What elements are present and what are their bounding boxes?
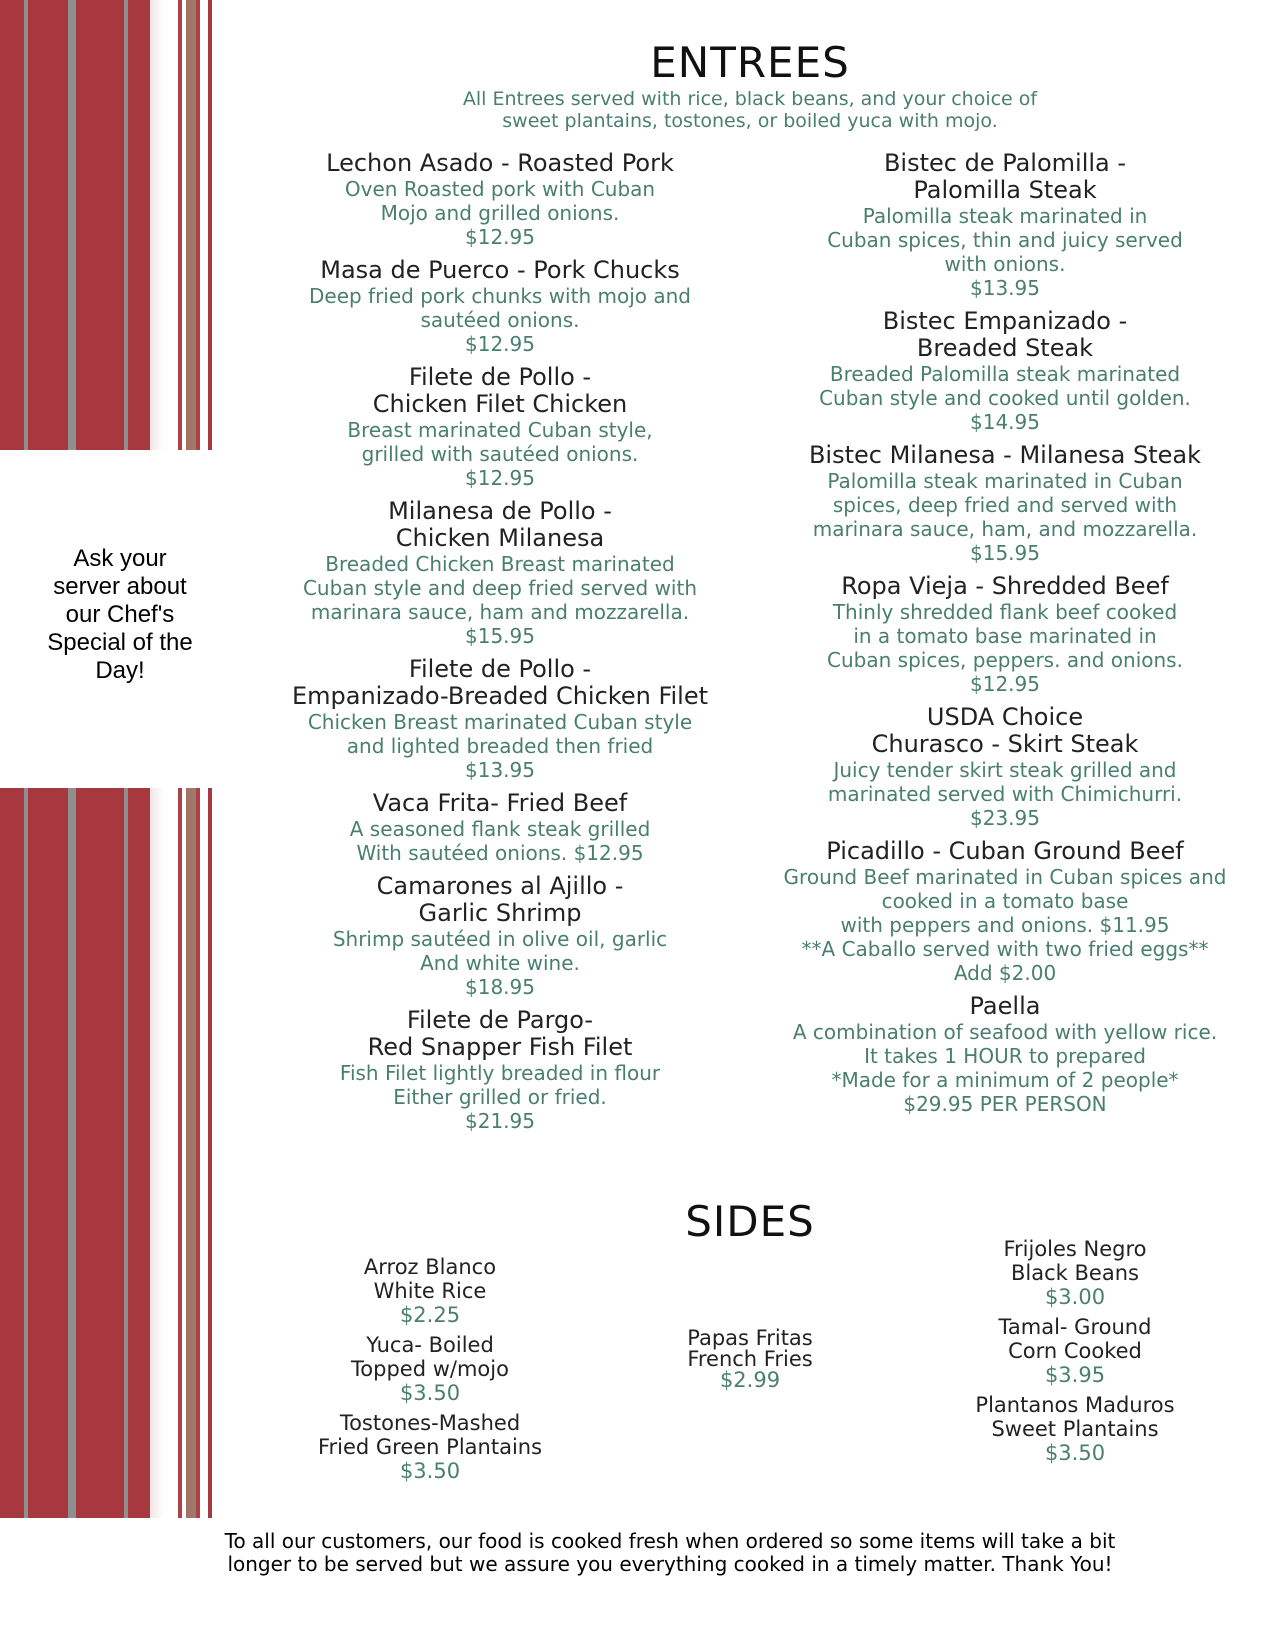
sides-middle-column bbox=[640, 1328, 860, 1397]
item-price: $13.95 bbox=[970, 276, 1040, 300]
decorative-stripes-bottom bbox=[0, 788, 232, 1518]
item-name: Paella bbox=[969, 992, 1041, 1020]
item-price: $12.95 bbox=[465, 466, 535, 490]
side-item bbox=[945, 1315, 1205, 1387]
item-description: Breaded Palomilla steak marinated Cuban style and cooked until golden. bbox=[819, 362, 1191, 410]
side-item bbox=[945, 1393, 1205, 1465]
item-name: Masa de Puerco - Pork Chucks bbox=[320, 256, 680, 284]
item-name: Vaca Frita- Fried Beef bbox=[372, 789, 628, 817]
item-name: USDA Choice Churasco - Skirt Steak bbox=[871, 703, 1139, 758]
item-description: Shrimp sautéed in olive oil, garlic And white wine. bbox=[332, 927, 668, 975]
item-name: Bistec de Palomilla - Palomilla Steak bbox=[883, 149, 1127, 204]
side-price: $2.99 bbox=[719, 1368, 781, 1392]
sides-title: SIDES bbox=[685, 1197, 815, 1246]
item-description: Oven Roasted pork with Cuban Mojo and grilled onions. bbox=[344, 177, 656, 225]
item-name: Bistec Milanesa - Milanesa Steak bbox=[808, 441, 1202, 469]
item-price: $23.95 bbox=[970, 806, 1040, 830]
item-description: Palomilla steak marinated in Cuban spices, thin and juicy served with onions. bbox=[827, 204, 1183, 276]
entrees-right-column bbox=[760, 150, 1250, 1124]
item-description: Thinly shredded flank beef cooked in a tomato base marinated in Cuban spices, peppers. and onions. bbox=[827, 600, 1183, 672]
item-description: Juicy tender skirt steak grilled and marinated served with Chimichurri. bbox=[827, 758, 1183, 806]
menu-item bbox=[280, 1007, 720, 1133]
menu-item bbox=[760, 150, 1250, 300]
item-name: Lechon Asado - Roasted Pork bbox=[326, 149, 674, 177]
menu-item bbox=[760, 308, 1250, 434]
chef-special-note: Ask your server about our Chef's Special of the Day! bbox=[47, 545, 193, 684]
side-name: Yuca- Boiled Topped w/mojo bbox=[351, 1333, 509, 1381]
side-name: Tostones-Mashed Fried Green Plantains bbox=[317, 1411, 543, 1459]
item-name: Picadillo - Cuban Ground Beef bbox=[826, 837, 1184, 865]
footer-note: To all our customers, our food is cooked fresh when ordered so some items will take a bit longer to be served but we assure you everything cooked in a timely matter. Thank You! bbox=[224, 1529, 1116, 1576]
item-description: Breast marinated Cuban style, grilled with sautéed onions. bbox=[347, 418, 653, 466]
item-price: $14.95 bbox=[970, 410, 1040, 434]
item-description: Deep fried pork chunks with mojo and sautéed onions. bbox=[308, 284, 691, 332]
menu-item bbox=[760, 993, 1250, 1116]
item-description: A combination of seafood with yellow rice. It takes 1 HOUR to prepared *Made for a minimum of 2 people* bbox=[792, 1020, 1218, 1092]
side-item bbox=[300, 1255, 560, 1327]
item-price: $15.95 bbox=[970, 541, 1040, 565]
side-name: Plantanos Maduros Sweet Plantains bbox=[975, 1393, 1175, 1441]
item-price: $29.95 PER PERSON bbox=[903, 1092, 1107, 1116]
side-price: $3.00 bbox=[1044, 1285, 1106, 1309]
item-description: Palomilla steak marinated in Cuban spices, deep fried and served with marinara sauce, ham, and mozzarella. bbox=[812, 469, 1198, 541]
menu-item bbox=[280, 364, 720, 490]
menu-item bbox=[280, 150, 720, 249]
menu-item bbox=[280, 790, 720, 865]
item-description: A seasoned flank steak grilled With sautéed onions. $12.95 bbox=[349, 817, 651, 865]
decorative-stripes-top bbox=[0, 0, 232, 450]
side-name: Arroz Blanco White Rice bbox=[363, 1255, 497, 1303]
item-name: Camarones al Ajillo - Garlic Shrimp bbox=[376, 872, 624, 927]
item-price: $18.95 bbox=[465, 975, 535, 999]
side-item bbox=[945, 1237, 1205, 1309]
entrees-subtitle: All Entrees served with rice, black beans, and your choice of sweet plantains, tostones, or boiled yuca with mojo. bbox=[462, 88, 1038, 132]
item-price: $12.95 bbox=[465, 332, 535, 356]
item-name: Bistec Empanizado - Breaded Steak bbox=[882, 307, 1128, 362]
entrees-left-column bbox=[280, 150, 720, 1141]
item-name: Filete de Pargo- Red Snapper Fish Filet bbox=[367, 1006, 633, 1061]
item-description: Ground Beef marinated in Cuban spices and cooked in a tomato base with peppers and onions. $11.95 **A Caballo served with two fried eggs** Add $2.00 bbox=[783, 865, 1227, 985]
side-price: $3.50 bbox=[399, 1381, 461, 1405]
sides-right-column bbox=[945, 1237, 1205, 1471]
item-name: Milanesa de Pollo - Chicken Milanesa bbox=[388, 497, 612, 552]
menu-item bbox=[760, 573, 1250, 696]
side-item bbox=[640, 1328, 860, 1391]
side-name: Papas Fritas French Fries bbox=[687, 1326, 813, 1371]
menu-item bbox=[760, 838, 1250, 985]
side-name: Tamal- Ground Corn Cooked bbox=[998, 1315, 1152, 1363]
item-description: Breaded Chicken Breast marinated Cuban style and deep fried served with marinara sauce, ham and mozzarella. bbox=[302, 552, 698, 624]
item-name: Filete de Pollo - Chicken Filet Chicken bbox=[372, 363, 628, 418]
item-description: Fish Filet lightly breaded in flour Either grilled or fried. bbox=[339, 1061, 661, 1109]
item-price: $12.95 bbox=[465, 225, 535, 249]
menu-item bbox=[280, 656, 720, 782]
sides-left-column bbox=[300, 1255, 560, 1489]
item-price: $21.95 bbox=[465, 1109, 535, 1133]
side-price: $2.25 bbox=[399, 1303, 461, 1327]
item-price: $13.95 bbox=[465, 758, 535, 782]
item-price: $15.95 bbox=[465, 624, 535, 648]
side-price: $3.50 bbox=[399, 1459, 461, 1483]
menu-item bbox=[760, 442, 1250, 565]
item-description: Chicken Breast marinated Cuban style and lighted breaded then fried bbox=[307, 710, 693, 758]
item-price: $12.95 bbox=[970, 672, 1040, 696]
menu-item bbox=[280, 873, 720, 999]
item-name: Ropa Vieja - Shredded Beef bbox=[841, 572, 1169, 600]
item-name: Filete de Pollo - Empanizado-Breaded Chicken Filet bbox=[291, 655, 709, 710]
entrees-title: ENTREES bbox=[650, 38, 850, 87]
side-price: $3.50 bbox=[1044, 1441, 1106, 1465]
menu-item bbox=[760, 704, 1250, 830]
side-item bbox=[300, 1411, 560, 1483]
menu-item bbox=[280, 257, 720, 356]
side-name: Frijoles Negro Black Beans bbox=[1003, 1237, 1147, 1285]
menu-item bbox=[280, 498, 720, 648]
side-item bbox=[300, 1333, 560, 1405]
side-price: $3.95 bbox=[1044, 1363, 1106, 1387]
